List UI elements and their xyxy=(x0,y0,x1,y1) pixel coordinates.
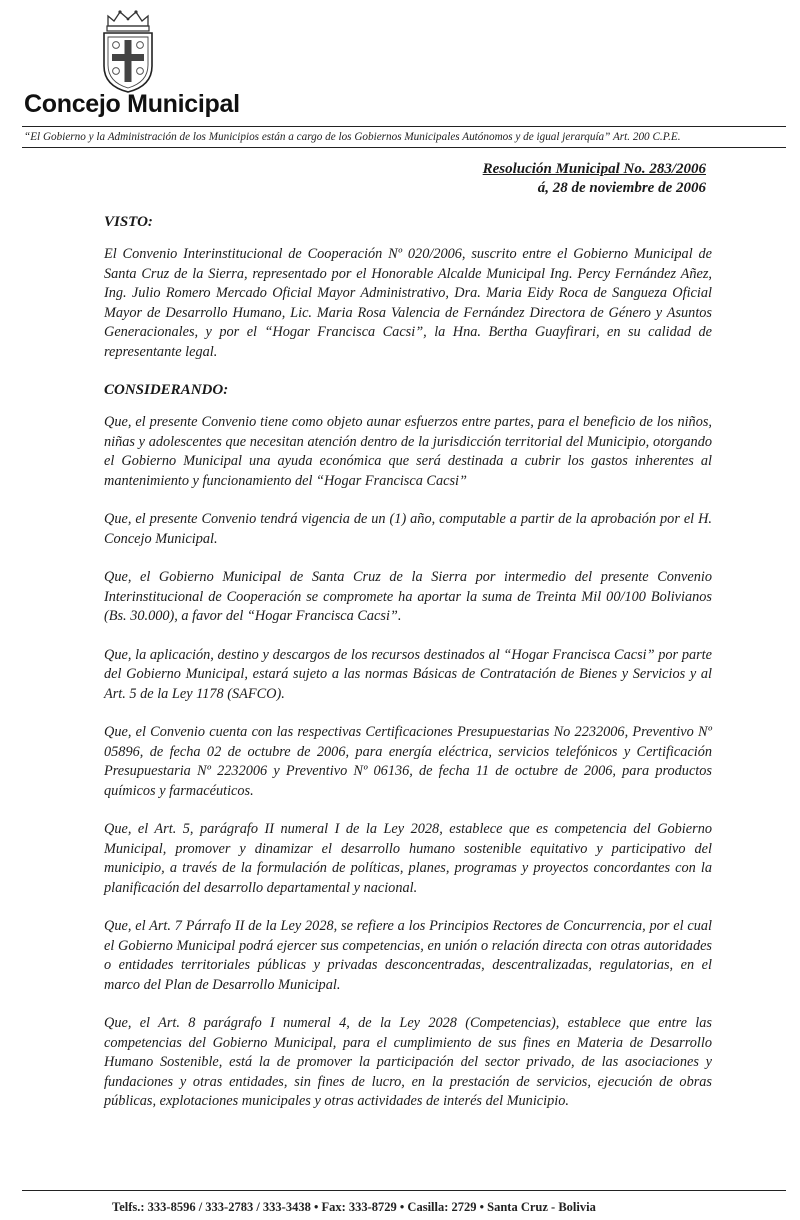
coat-of-arms-icon xyxy=(98,8,158,94)
resolution-date: á, 28 de noviembre de 2006 xyxy=(537,180,706,196)
considerando-paragraph: Que, el Convenio cuenta con las respectivas Certificaciones Presupuestarias No 2232006, Preventivo Nº 05896, de fecha 02 de octubre de 2006, para energía eléctrica, servicios telefónicos y Certificación Presupuestaria Nº 2232006 y Preventivo Nº 06136, de fecha 11 de octubre de 2006, para productos químicos y farmacéuticos. xyxy=(104,724,712,799)
resolution-reference xyxy=(483,160,706,198)
considerando-heading: CONSIDERANDO: xyxy=(104,382,229,398)
considerando-paragraph: Que, el Gobierno Municipal de Santa Cruz de la Sierra por intermedio del presente Convenio Interinstitucional de Cooperación se compromete ha aportar la suma de Treinta Mil 00/100 Bolivianos (Bs. 30.000), a favor del “Hogar Francisca Cacsi”. xyxy=(104,569,712,624)
visto-paragraph: El Convenio Interinstitucional de Cooperación Nº 020/2006, suscrito entre el Gobierno Municipal de Santa Cruz de la Sierra, representado por el Honorable Alcalde Municipal Ing. Percy Fernández Añez, Ing. Julio Romero Mercado Oficial Mayor Administrativo, Dra. Maria Eidy Roca de Sangueza Oficial Mayor de Desarrollo Humano, Lic. Maria Rosa Valencia de Fernández Directora de Género y Asuntos Generacionales, y por el “Hogar Francisca Cacsi”, la Hna. Bertha Guayfirari, en su calidad de representante legal. xyxy=(104,246,712,360)
header-motto: “El Gobierno y la Administración de los Municipios están a cargo de los Gobiernos Municipales Autónomos y de igual jerarquía” Art. 200 C.P.E. xyxy=(24,131,681,143)
visto-heading: VISTO: xyxy=(104,214,153,230)
header-divider-bottom xyxy=(22,147,786,148)
considerando-paragraph: Que, la aplicación, destino y descargos de los recursos destinados al “Hogar Francisca Cacsi” por parte del Gobierno Municipal, estará sujeto a las normas Básicas de Contratación de Bienes y Servicios y al Art. 5 de la Ley 1178 (SAFCO). xyxy=(104,646,712,702)
footer-divider xyxy=(22,1190,786,1191)
considerando-paragraph: Que, el presente Convenio tendrá vigencia de un (1) año, computable a partir de la aprobación por el H. Concejo Municipal. xyxy=(104,511,712,547)
header-divider-top xyxy=(22,126,786,127)
considerando-paragraph: Que, el Art. 8 parágrafo I numeral 4, de la Ley 2028 (Competencias), establece que entre las competencias del Gobierno Municipal, para el cumplimiento de sus fines en Materia de Desarrollo Humano Sostenible, está la de promover la participación del sector privado, de las asociaciones y fundaciones y otras entidades, sin fines de lucro, en la prestación de servicios, ejecución de obras públicas, explotaciones municipales y otras actividades de interés del Municipio. xyxy=(104,1015,712,1109)
document-body xyxy=(104,214,712,1131)
considerando-paragraph: Que, el Art. 7 Párrafo II de la Ley 2028, se refiere a los Principios Rectores de Concurrencia, por el cual el Gobierno Municipal podrá ejercer sus competencias, en unión o relación directa con otras autoridades o entidades territoriales públicas y privadas desconcentradas, descentralizadas, regulatorias, en el marco del Plan de Desarrollo Municipal. xyxy=(104,918,712,993)
considerando-paragraph: Que, el presente Convenio tiene como objeto aunar esfuerzos entre partes, para el beneficio de los niños, niñas y adolescentes que necesitan atención dentro de la jurisdicción territorial del Municipio, otorgando el Gobierno Municipal una ayuda económica que será destinada a cubrir los gastos inherentes al mantenimiento y funcionamiento del “Hogar Francisca Cacsi” xyxy=(104,414,712,489)
footer-contact: Telfs.: 333-8596 / 333-2783 / 333-3438 • Fax: 333-8729 • Casilla: 2729 • Santa Cruz - Bolivia xyxy=(112,1200,596,1214)
considerando-paragraph: Que, el Art. 5, parágrafo II numeral I de la Ley 2028, establece que es competencia del Gobierno Municipal, promover y dinamizar el desarrollo humano sostenible equitativo y participativo del municipio, a través de la formulación de políticas, planes, programas y proyectos concordantes con la planificación del desarrollo departamental y nacional. xyxy=(104,821,712,896)
council-name: Concejo Municipal xyxy=(24,90,240,118)
resolution-number: Resolución Municipal No. 283/2006 xyxy=(482,161,706,177)
